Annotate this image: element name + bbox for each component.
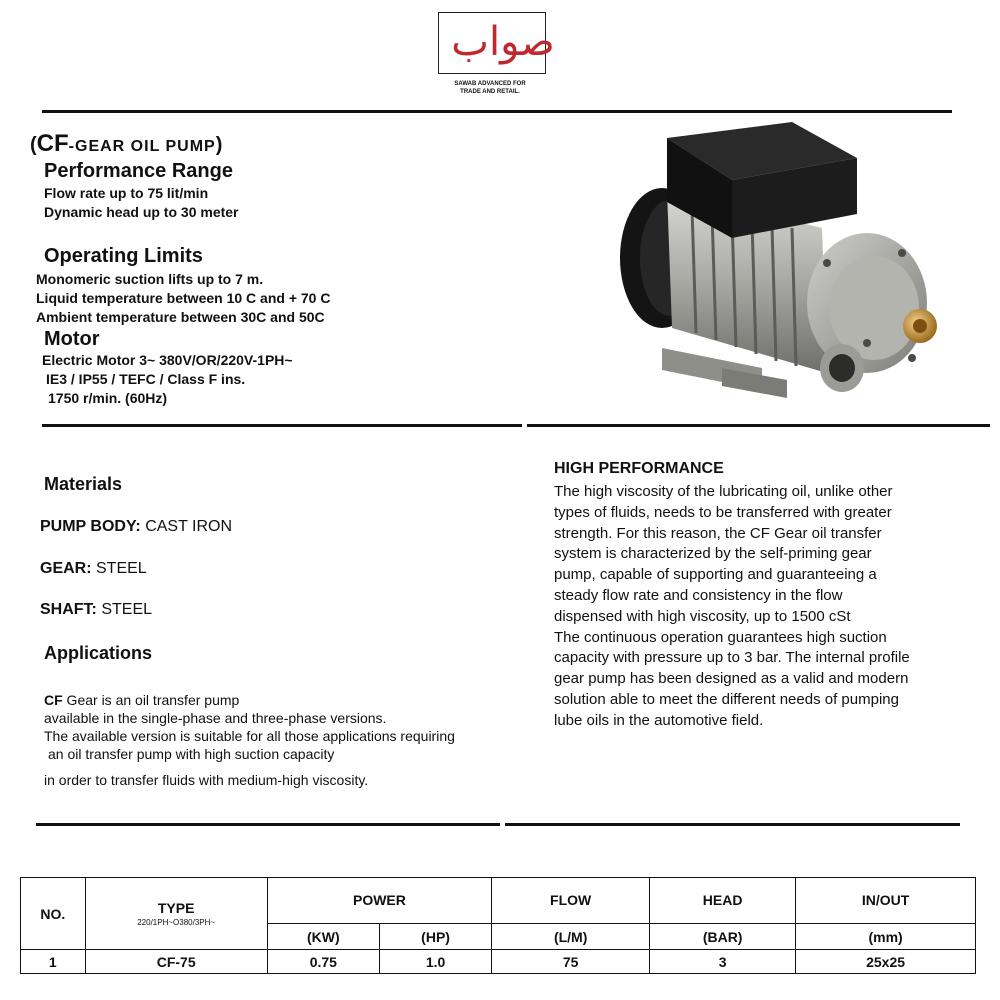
col-inout-header: IN/OUT (796, 878, 976, 924)
materials-heading: Materials (44, 474, 123, 494)
unit-flow: (L/M) (492, 924, 650, 950)
material-shaft-label: SHAFT: (40, 601, 97, 618)
col-type-header (85, 878, 267, 950)
pump-port-hole (829, 354, 855, 382)
spec-header-row (21, 878, 976, 924)
high-performance-body (554, 482, 979, 732)
logo-arabic-text: صواب (451, 19, 555, 65)
applications-cf: CF (44, 692, 63, 708)
title-rest: -GEAR OIL PUMP (68, 138, 216, 155)
row-inout: 25x25 (796, 950, 976, 974)
performance-line-1: Flow rate up to 75 lit/min (44, 185, 209, 201)
performance-heading: Performance Range (44, 160, 233, 182)
high-performance-heading: HIGH PERFORMANCE (554, 460, 724, 477)
motor-line-1: Electric Motor 3~ 380V/OR/220V-1PH~ (42, 352, 293, 368)
applications-line-2: available in the single-phase and three-phase versions. (44, 710, 387, 726)
logo-subtitle-line2: TRADE AND RETAIL. (460, 89, 520, 95)
hp-line-2: types of fluids, needs to be transferred with greater (554, 503, 892, 521)
applications-line-4: an oil transfer pump with high suction capacity (48, 746, 335, 762)
product-title (30, 130, 222, 158)
material-pump-body (40, 518, 232, 536)
hp-line-1: The high viscosity of the lubricating oil, unlike other (554, 483, 893, 500)
row-type: CF-75 (85, 950, 267, 974)
row-flow: 75 (492, 950, 650, 974)
row-kw: 0.75 (267, 950, 379, 974)
applications-line-1 (44, 691, 239, 710)
limits-heading: Operating Limits (44, 245, 203, 267)
hp-line-3: strength. For this reason, the CF Gear oil transfer (554, 524, 882, 542)
hp-line-4: system is characterized by the self-priming gear (554, 545, 872, 563)
material-shaft-value: STEEL (96, 601, 153, 618)
hp-line-7: dispensed with high viscosity, up to 1500 cSt (554, 607, 851, 625)
applications-line-5: in order to transfer fluids with medium-high viscosity. (44, 772, 369, 788)
unit-kw: (KW) (267, 924, 379, 950)
material-gear-value: STEEL (91, 560, 147, 577)
top-rule (42, 110, 952, 113)
col-head-header: HEAD (650, 878, 796, 924)
hp-line-5: pump, capable of supporting and guaranteeing a (554, 566, 877, 584)
row-hp: 1.0 (379, 950, 491, 974)
applications-line-1-text: Gear is an oil transfer pump (62, 692, 240, 708)
table-row (21, 950, 976, 974)
material-gear-label: GEAR: (40, 560, 92, 577)
hp-line-8: The continuous operation guarantees high suction (554, 628, 887, 646)
col-type-sub: 220/1PH~O380/3PH~ (137, 918, 216, 927)
material-pump-body-label: PUMP BODY: (40, 518, 141, 535)
hp-line-9: capacity with pressure up to 3 bar. The internal profile (554, 649, 910, 667)
row-no: 1 (21, 950, 86, 974)
pump-drawing (612, 118, 962, 408)
performance-line-2: Dynamic head up to 30 meter (44, 204, 239, 220)
row-head: 3 (650, 950, 796, 974)
col-flow-header: FLOW (492, 878, 650, 924)
col-power-header: POWER (267, 878, 492, 924)
material-shaft (40, 601, 152, 619)
logo-subtitle (420, 80, 560, 96)
unit-hp: (HP) (379, 924, 491, 950)
title-open-paren: ( (30, 134, 37, 156)
pump-image (612, 118, 962, 408)
title-close-paren: ) (215, 134, 223, 156)
material-gear (40, 560, 147, 578)
motor-line-2: IE3 / IP55 / TEFC / Class F ins. (46, 371, 246, 387)
mid-rule-left (42, 424, 522, 427)
col-type-label: TYPE (157, 900, 195, 916)
hp-line-6: steady flow rate and consistency in the flow (554, 586, 843, 604)
limits-line-2: Liquid temperature between 10 C and + 70 C (36, 290, 331, 306)
motor-heading: Motor (44, 328, 100, 350)
applications-line-3: The available version is suitable for all those applications requiring (44, 728, 455, 744)
unit-inout: (mm) (796, 924, 976, 950)
bottom-rule-left (36, 823, 500, 826)
logo-subtitle-line1: SAWAB ADVANCED FOR (454, 81, 526, 87)
applications-heading: Applications (44, 643, 153, 663)
bottom-rule-right (505, 823, 960, 826)
limits-line-3: Ambient temperature between 30C and 50C (36, 309, 325, 325)
mid-rule-right (527, 424, 990, 427)
brass-valve-center (913, 319, 927, 333)
material-pump-body-value: CAST IRON (140, 518, 233, 535)
title-cf: CF (36, 130, 69, 157)
spec-table (20, 877, 976, 974)
hp-line-10: gear pump has been designed as a valid and modern (554, 670, 909, 688)
motor-line-3: 1750 r/min. (60Hz) (48, 390, 168, 406)
col-no-header: NO. (21, 878, 86, 950)
limits-line-1: Monomeric suction lifts up to 7 m. (36, 271, 264, 287)
unit-head: (BAR) (650, 924, 796, 950)
hp-line-11: solution able to meet the different needs of pumping (554, 690, 899, 708)
hp-line-12: lube oils in the automotive field. (554, 711, 764, 729)
